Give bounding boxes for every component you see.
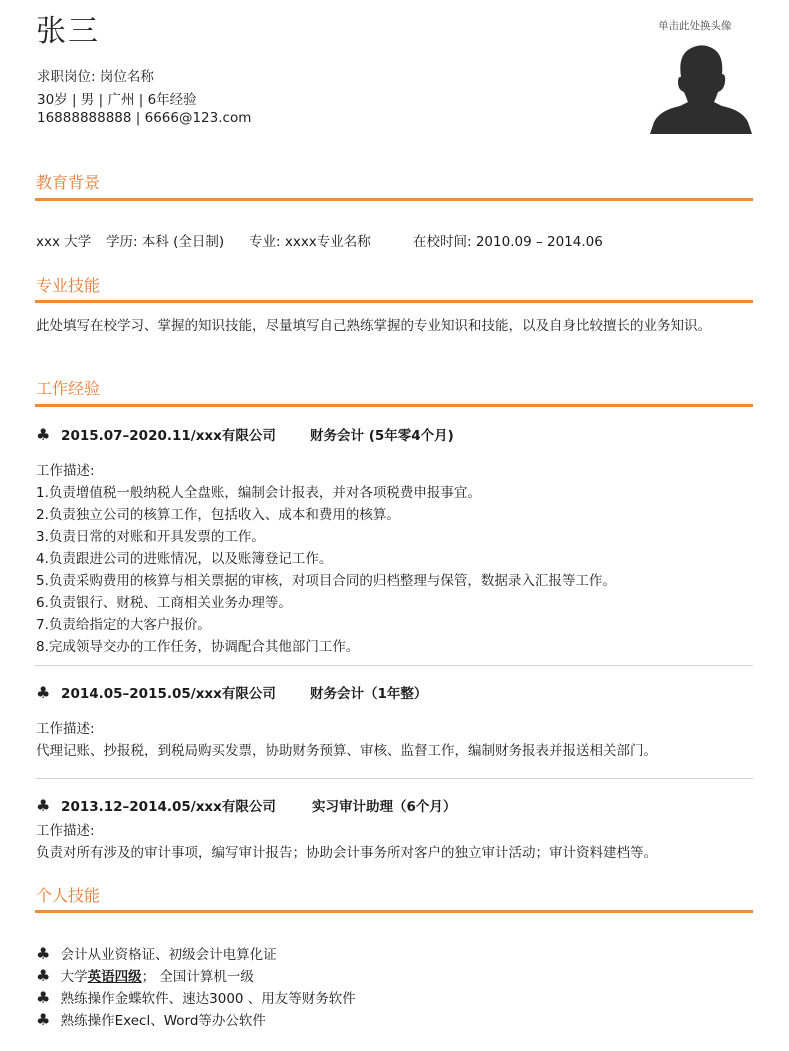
job-role: 财务会计 (5年零4个月) <box>310 428 454 444</box>
job-desc-line: 代理记账、抄报税，到税局购买发票，协助财务预算、审核、监督工作，编制财务报表并报送相关部门。 <box>36 743 657 759</box>
skill-text: 会计从业资格证、初级会计电算化证 <box>60 947 277 963</box>
skill-text: 熟练操作Execl、Word等办公软件 <box>60 1013 266 1029</box>
education-period: 在校时间: 2010.09 – 2014.06 <box>413 234 603 250</box>
skill-item <box>36 965 254 985</box>
section-title-skills: 专业技能 <box>36 276 101 295</box>
avatar[interactable] <box>650 42 752 134</box>
job-role: 实习审计助理（6个月） <box>312 799 457 815</box>
club-icon: ♣ <box>36 966 51 985</box>
skill-item <box>36 987 356 1007</box>
job-heading <box>36 682 276 702</box>
job-desc-label: 工作描述: <box>36 823 95 839</box>
skills-description: 此处填写在校学习、掌握的知识技能，尽量填写自己熟练掌握的专业知识和技能，以及自身比较擅长的业务知识。 <box>36 318 711 334</box>
job-divider <box>35 778 753 779</box>
job-role: 财务会计（1年整） <box>310 686 428 702</box>
section-title-education: 教育背景 <box>36 173 101 192</box>
job-desc-line: 4.负责跟进公司的进账情况，以及账簿登记工作。 <box>36 551 333 567</box>
job-heading <box>36 795 276 815</box>
skill-item <box>36 943 277 963</box>
job-desc-line: 8.完成领导交办的工作任务，协调配合其他部门工作。 <box>36 639 360 655</box>
section-divider <box>35 198 753 201</box>
education-major: 专业: xxxx专业名称 <box>249 234 371 250</box>
education-degree: 学历: 本科 (全日制) <box>106 234 225 250</box>
job-period-company: 2015.07–2020.11/xxx有限公司 <box>61 428 276 444</box>
job-desc-line: 7.负责给指定的大客户报价。 <box>36 617 211 633</box>
skill-text-highlight: 英语四级 <box>87 969 142 985</box>
club-icon: ♣ <box>36 796 51 815</box>
job-desc-line: 负责对所有涉及的审计事项，编写审计报告；协助会计事务所对客户的独立审计活动；审计资料建档等。 <box>36 845 657 861</box>
contact-info: 16888888888 | 6666@123.com <box>37 110 252 126</box>
job-desc-line: 1.负责增值税一般纳税人全盘账，编制会计报表，并对各项税费申报事宜。 <box>36 485 481 501</box>
club-icon: ♣ <box>36 425 51 444</box>
section-divider <box>35 910 753 913</box>
skill-text: 熟练操作金蝶软件、速达3000 、用友等财务软件 <box>60 991 356 1007</box>
skill-text-prefix: 大学 <box>60 969 88 985</box>
club-icon: ♣ <box>36 944 51 963</box>
section-divider <box>35 404 753 407</box>
section-title-work: 工作经验 <box>36 379 101 398</box>
club-icon: ♣ <box>36 988 51 1007</box>
basic-info: 30岁 | 男 | 广州 | 6年经验 <box>37 92 197 108</box>
job-desc-line: 2.负责独立公司的核算工作，包括收入、成本和费用的核算。 <box>36 507 400 523</box>
skill-item <box>36 1009 266 1029</box>
section-divider <box>35 300 753 303</box>
education-school: xxx 大学 <box>36 234 92 250</box>
job-divider <box>35 665 753 666</box>
job-desc-line: 3.负责日常的对账和开具发票的工作。 <box>36 529 265 545</box>
skill-text-suffix: ； 全国计算机一级 <box>141 969 254 985</box>
job-desc-line: 5.负责采购费用的核算与相关票据的审核，对项目合同的归档整理与保管，数据录入汇报等工作。 <box>36 573 616 589</box>
section-title-personal: 个人技能 <box>36 886 101 905</box>
job-heading <box>36 424 276 444</box>
job-period-company: 2013.12–2014.05/xxx有限公司 <box>61 799 276 815</box>
job-desc-label: 工作描述: <box>36 721 95 737</box>
candidate-name: 张三 <box>36 14 100 49</box>
job-period-company: 2014.05–2015.05/xxx有限公司 <box>61 686 276 702</box>
job-desc-line: 6.负责银行、财税、工商相关业务办理等。 <box>36 595 292 611</box>
club-icon: ♣ <box>36 1010 51 1029</box>
job-desc-label: 工作描述: <box>36 463 95 479</box>
job-position: 求职岗位: 岗位名称 <box>37 69 154 85</box>
avatar-change-hint[interactable]: 单击此处换头像 <box>658 20 732 32</box>
club-icon: ♣ <box>36 683 51 702</box>
